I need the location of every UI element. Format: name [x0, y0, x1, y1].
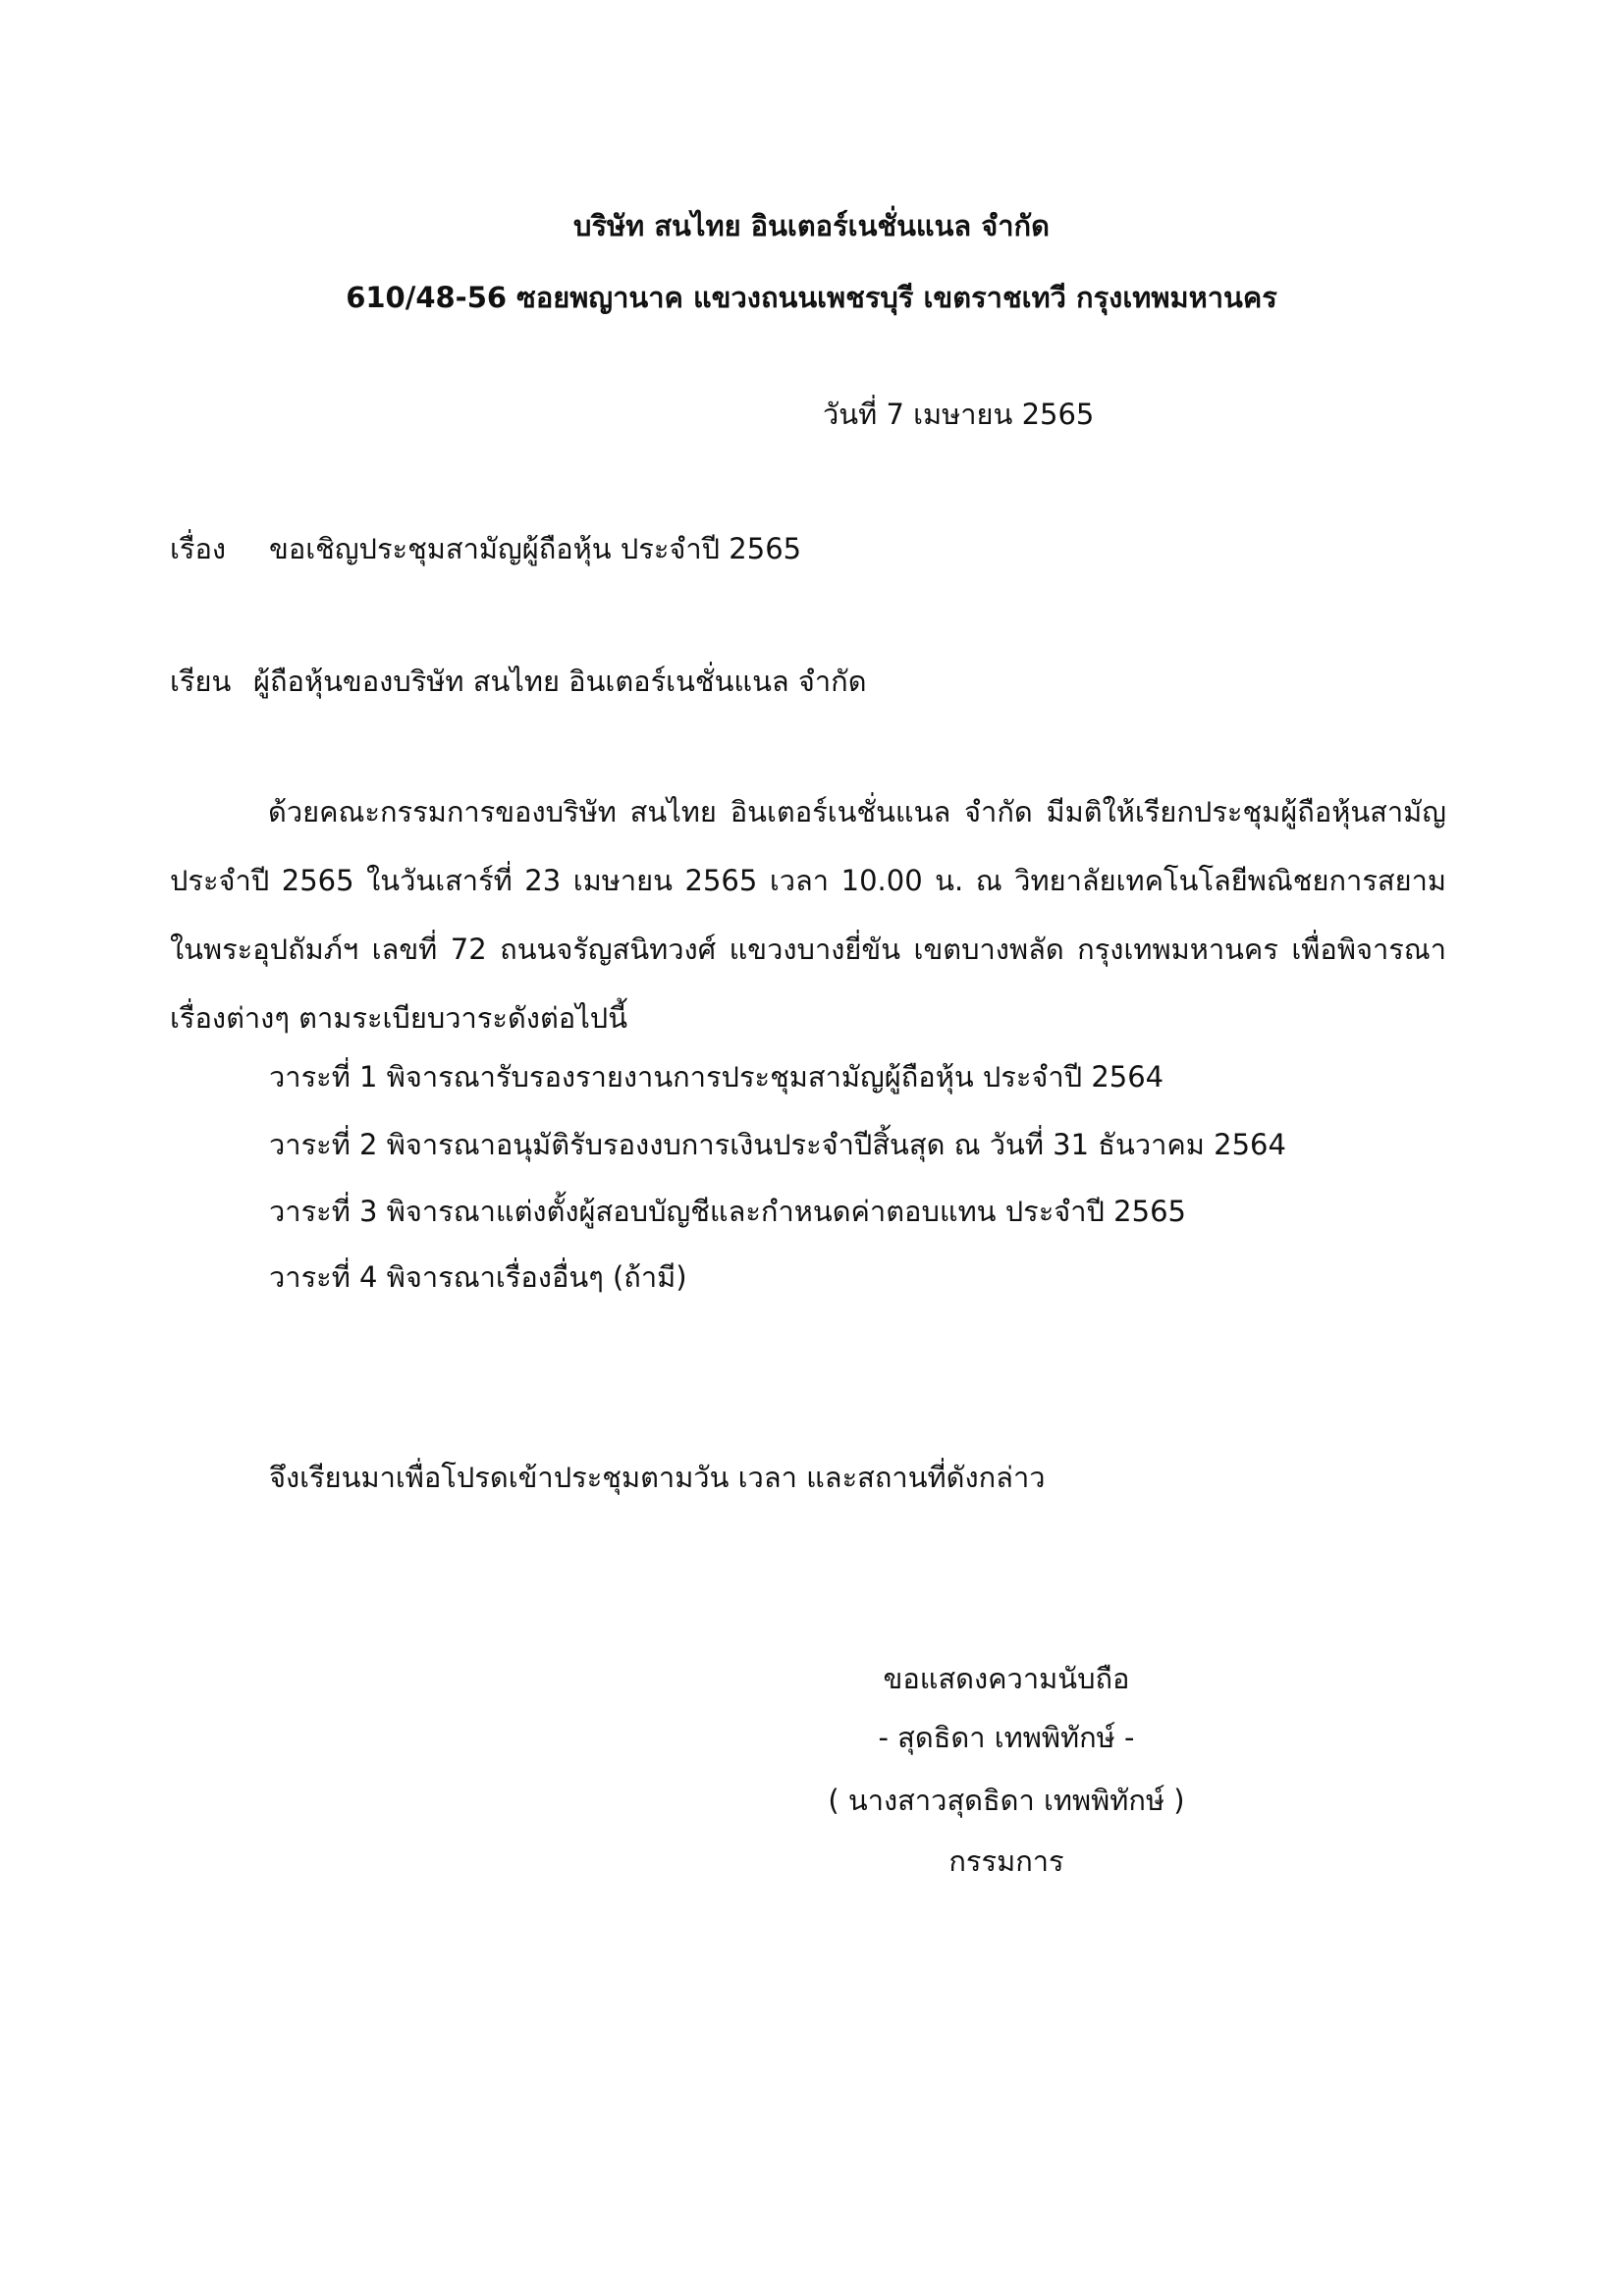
letter-date: วันที่ 7 เมษายน 2565	[823, 398, 1095, 431]
body-paragraph: ด้วยคณะกรรมการของบริษัท สนไทย อินเตอร์เนชั่นแนล จำกัด มีมติให้เรียกประชุมผู้ถือหุ้นสามัญ ประจำปี 2565 ในวันเสาร์ที่ 23 เมษายน 2565 เวลา 10.00 น. ณ วิทยาลัยเทคโนโลยีพณิชยการสยาม ในพระอุปถัมภ์ฯ เลขที่ 72 ถนนจรัญสนิทวงศ์ แขวงบางยี่ขัน เขตบางพลัด กรุงเทพมหานคร เพื่อพิจารณาเรื่องต่างๆ ตามระเบียบวาระดังต่อไปนี้	[170, 795, 1446, 1035]
agenda-item: วาระที่ 2 พิจารณาอนุมัติรับรองงบการเงินประจำปีสิ้นสุด ณ วันที่ 31 ธันวาคม 2564	[269, 1128, 1286, 1161]
recipient-label: เรียน	[170, 665, 232, 698]
signature-line: - สุดธิดา เทพพิทักษ์ -	[878, 1721, 1135, 1754]
subject-text: ขอเชิญประชุมสามัญผู้ถือหุ้น ประจำปี 2565	[269, 532, 802, 565]
recipient-text: ผู้ถือหุ้นของบริษัท สนไทย อินเตอร์เนชั่นแนล จำกัด	[253, 665, 867, 698]
signer-name: ( นางสาวสุดธิดา เทพพิทักษ์ )	[828, 1784, 1185, 1817]
subject-label: เรื่อง	[170, 532, 227, 565]
company-name: บริษัท สนไทย อินเตอร์เนชั่นแนล จำกัด	[573, 209, 1050, 242]
closing-text: จึงเรียนมาเพื่อโปรดเข้าประชุมตามวัน เวลา และสถานที่ดังกล่าว	[269, 1461, 1046, 1494]
agenda-item: วาระที่ 4 พิจารณาเรื่องอื่นๆ (ถ้ามี)	[269, 1260, 687, 1294]
agenda-item: วาระที่ 1 พิจารณารับรองรายงานการประชุมสามัญผู้ถือหุ้น ประจำปี 2564	[269, 1060, 1164, 1094]
signer-position: กรรมการ	[948, 1844, 1064, 1878]
company-address: 610/48-56 ซอยพญานาค แขวงถนนเพชรบุรี เขตราชเทวี กรุงเทพมหานคร	[346, 281, 1277, 314]
agenda-item: วาระที่ 3 พิจารณาแต่งตั้งผู้สอบบัญชีและกำหนดค่าตอบแทน ประจำปี 2565	[269, 1195, 1186, 1228]
regards-text: ขอแสดงความนับถือ	[883, 1662, 1130, 1695]
